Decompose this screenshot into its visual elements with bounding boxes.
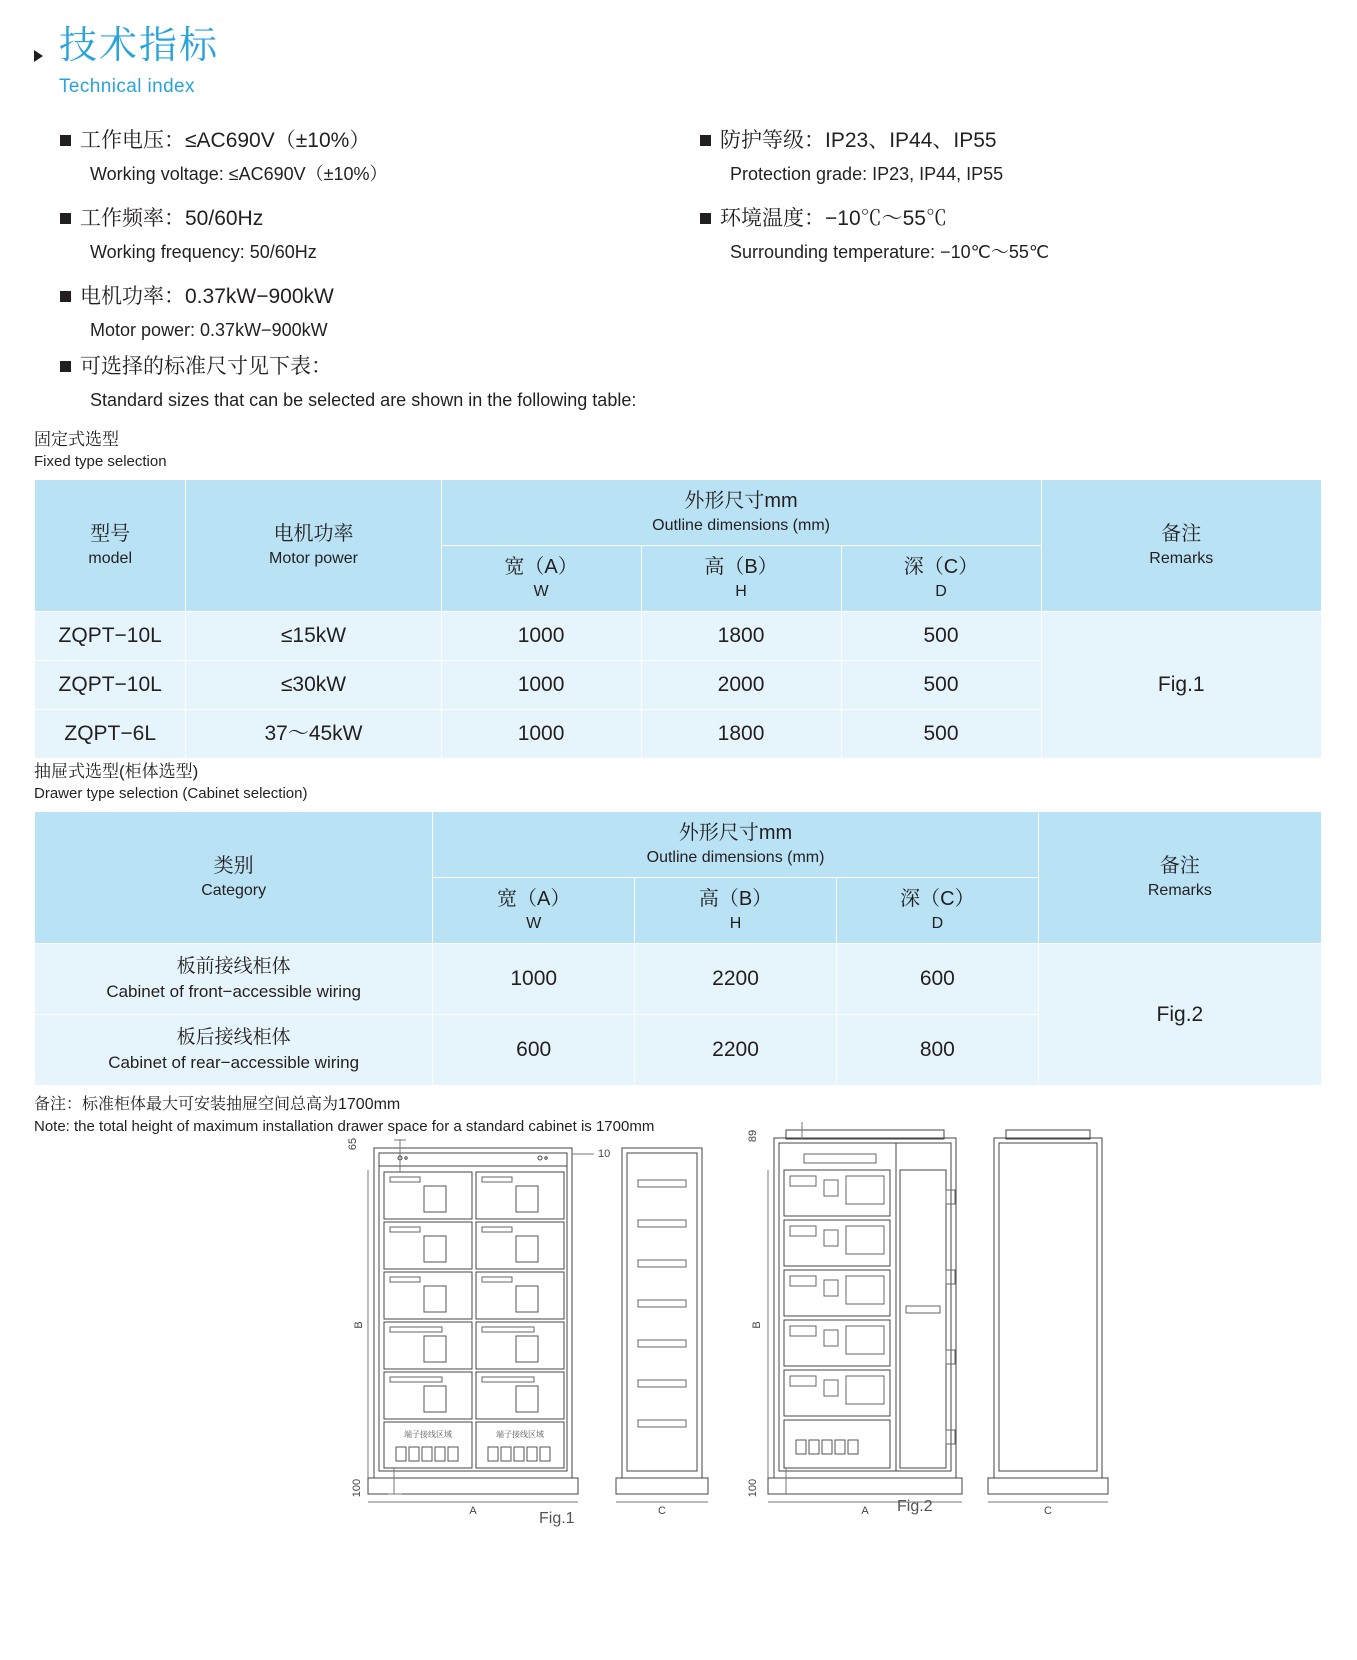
th-height-cn: 高（B） bbox=[698, 888, 773, 910]
triangle-marker-icon bbox=[34, 50, 43, 62]
axis-label-b: B bbox=[353, 1321, 365, 1329]
figure2-caption: Fig.2 bbox=[897, 1498, 933, 1515]
th-outline-cn: 外形尺寸mm bbox=[678, 822, 793, 844]
dim-label-100: 100 bbox=[351, 1478, 363, 1498]
spec-label-cn: 工作电压：≤AC690V（±10%） bbox=[80, 129, 371, 152]
th-depth-en: D bbox=[935, 583, 947, 600]
spec-label-cn: 环境温度：−10℃～55℃ bbox=[720, 207, 947, 230]
spec-item bbox=[700, 126, 1320, 188]
table-row bbox=[35, 944, 1322, 1015]
th-height bbox=[635, 878, 837, 944]
cell-category bbox=[35, 944, 433, 1015]
bullet-square-icon bbox=[700, 135, 711, 146]
figure1-caption: Fig.1 bbox=[539, 1510, 575, 1527]
axis-label-c: C bbox=[1044, 1505, 1052, 1517]
cell-remark: Fig.2 bbox=[1038, 944, 1321, 1086]
figures-section bbox=[34, 1110, 1324, 1550]
spec-item bbox=[60, 126, 680, 188]
spec-label-cn: 可选择的标准尺寸见下表： bbox=[80, 355, 332, 378]
drawer-zone-label: 端子接线区域 bbox=[496, 1430, 544, 1439]
th-motor-power-cn: 电机功率 bbox=[273, 523, 354, 545]
th-motor-power bbox=[186, 480, 441, 612]
cell-height: 2200 bbox=[635, 1015, 837, 1086]
table1-caption-en: Fixed type selection bbox=[34, 453, 167, 470]
cell-width: 1000 bbox=[441, 661, 641, 710]
th-depth bbox=[836, 878, 1038, 944]
cell-model: ZQPT−6L bbox=[35, 710, 186, 759]
spec-item-standard-sizes bbox=[60, 352, 1160, 414]
cell-model: ZQPT−10L bbox=[35, 612, 186, 661]
th-category-en: Category bbox=[201, 882, 267, 899]
th-outline-dimensions bbox=[441, 480, 1041, 546]
th-remarks-cn: 备注 bbox=[1161, 523, 1202, 545]
cell-width: 1000 bbox=[441, 710, 641, 759]
bullet-square-icon bbox=[60, 213, 71, 224]
spec-cn-row bbox=[700, 204, 1320, 234]
table-header-row bbox=[35, 480, 1322, 546]
th-height-cn: 高（B） bbox=[704, 556, 778, 578]
th-depth-en: D bbox=[931, 915, 944, 932]
dim-label-65: 65 bbox=[347, 1137, 359, 1151]
th-outline-cn: 外形尺寸mm bbox=[684, 490, 798, 512]
cell-category-en: Cabinet of rear−accessible wiring bbox=[108, 1053, 360, 1072]
spec-cn-row bbox=[60, 352, 1160, 382]
spec-label-cn: 防护等级：IP23、IP44、IP55 bbox=[720, 129, 997, 152]
cell-category-cn: 板前接线柜体 bbox=[176, 956, 291, 977]
th-model-cn: 型号 bbox=[90, 523, 131, 545]
cell-depth: 500 bbox=[841, 710, 1041, 759]
dim-label-89: 89 bbox=[747, 1129, 759, 1143]
th-width-en: W bbox=[526, 915, 542, 932]
header-title-row bbox=[34, 22, 219, 70]
th-height-en: H bbox=[735, 583, 747, 600]
axis-label-a: A bbox=[469, 1505, 477, 1517]
spec-label-en: Protection grade: IP23, IP44, IP55 bbox=[730, 164, 1004, 184]
cell-model: ZQPT−10L bbox=[35, 661, 186, 710]
th-height bbox=[641, 546, 841, 612]
cell-category-cn: 板后接线柜体 bbox=[176, 1027, 291, 1048]
th-remarks bbox=[1038, 812, 1321, 944]
th-category-cn: 类别 bbox=[213, 855, 254, 877]
cell-width: 1000 bbox=[441, 612, 641, 661]
th-motor-power-en: Motor power bbox=[269, 550, 358, 567]
th-depth-cn: 深（C） bbox=[900, 888, 975, 910]
cell-width: 600 bbox=[433, 1015, 635, 1086]
cell-depth: 500 bbox=[841, 661, 1041, 710]
spec-cn-row bbox=[60, 282, 680, 312]
spec-item bbox=[60, 204, 680, 266]
spec-label-en: Working voltage: ≤AC690V（±10%） bbox=[90, 164, 388, 184]
page-title: 技术指标 bbox=[59, 25, 220, 67]
spec-label-cn: 工作频率：50/60Hz bbox=[80, 207, 264, 230]
cell-depth: 800 bbox=[836, 1015, 1038, 1086]
th-outline-dimensions bbox=[433, 812, 1038, 878]
bullet-square-icon bbox=[60, 291, 71, 302]
cell-height: 1800 bbox=[641, 710, 841, 759]
page-subtitle: Technical index bbox=[59, 76, 195, 97]
cell-category bbox=[35, 1015, 433, 1086]
th-width bbox=[433, 878, 635, 944]
cell-power: ≤15kW bbox=[186, 612, 441, 661]
cell-height: 2000 bbox=[641, 661, 841, 710]
dim-label-10: 10 bbox=[598, 1148, 611, 1160]
spec-cn-row bbox=[60, 204, 680, 234]
th-model-en: model bbox=[88, 550, 132, 567]
table-row bbox=[35, 612, 1322, 661]
th-category bbox=[35, 812, 433, 944]
axis-label-a: A bbox=[861, 1505, 869, 1517]
spec-label-cn: 电机功率：0.37kW−900kW bbox=[80, 285, 334, 308]
spec-label-en: Working frequency: 50/60Hz bbox=[90, 242, 317, 262]
spec-item bbox=[60, 282, 680, 344]
note-cn: 备注：标准柜体最大可安装抽屉空间总高为1700mm bbox=[34, 1096, 401, 1113]
cabinet-drawings bbox=[34, 1110, 1324, 1550]
cell-depth: 600 bbox=[836, 944, 1038, 1015]
drawer-type-table bbox=[34, 811, 1322, 1086]
cell-height: 1800 bbox=[641, 612, 841, 661]
cell-width: 1000 bbox=[433, 944, 635, 1015]
page-header bbox=[34, 22, 219, 98]
drawer-zone-label: 端子接线区域 bbox=[404, 1430, 452, 1439]
th-width-cn: 宽（A） bbox=[497, 888, 571, 910]
spec-label-en: Surrounding temperature: −10℃～55℃ bbox=[730, 242, 1050, 262]
th-remarks-en: Remarks bbox=[1147, 882, 1212, 899]
axis-label-b: B bbox=[751, 1321, 763, 1329]
th-width-cn: 宽（A） bbox=[504, 556, 578, 578]
spec-cn-row bbox=[60, 126, 680, 156]
fixed-type-table bbox=[34, 479, 1322, 759]
th-outline-en: Outline dimensions (mm) bbox=[646, 849, 825, 866]
fixed-type-table-block bbox=[34, 428, 1322, 759]
th-remarks-cn: 备注 bbox=[1159, 855, 1200, 877]
th-width-en: W bbox=[533, 583, 549, 600]
spec-item bbox=[700, 204, 1320, 266]
table2-caption-cn: 抽屉式选型(柜体选型) bbox=[34, 762, 199, 781]
drawer-type-table-block bbox=[34, 760, 1322, 1138]
cell-power: 37～45kW bbox=[186, 710, 441, 759]
cell-power: ≤30kW bbox=[186, 661, 441, 710]
th-depth bbox=[841, 546, 1041, 612]
spec-label-en: Motor power: 0.37kW−900kW bbox=[90, 320, 328, 340]
cell-depth: 500 bbox=[841, 612, 1041, 661]
note-en: Note: the total height of maximum installation drawer space for a standard cabinet is 1700mm bbox=[34, 1118, 655, 1135]
th-remarks bbox=[1041, 480, 1321, 612]
th-remarks-en: Remarks bbox=[1149, 550, 1214, 567]
bullet-square-icon bbox=[700, 213, 711, 224]
cell-category-en: Cabinet of front−accessible wiring bbox=[106, 982, 361, 1001]
th-width bbox=[441, 546, 641, 612]
bullet-square-icon bbox=[60, 135, 71, 146]
dim-label-100: 100 bbox=[747, 1478, 759, 1498]
th-depth-cn: 深（C） bbox=[903, 556, 979, 578]
spec-cn-row bbox=[700, 126, 1320, 156]
bullet-square-icon bbox=[60, 361, 71, 372]
spec-label-en: Standard sizes that can be selected are shown in the following table: bbox=[90, 390, 637, 410]
specs-column-right bbox=[700, 126, 1320, 282]
cell-height: 2200 bbox=[635, 944, 837, 1015]
th-outline-en: Outline dimensions (mm) bbox=[652, 517, 830, 534]
th-model bbox=[35, 480, 186, 612]
table2-caption-en: Drawer type selection (Cabinet selection) bbox=[34, 785, 308, 802]
table-header-row bbox=[35, 812, 1322, 878]
cell-remark: Fig.1 bbox=[1041, 612, 1321, 759]
specs-column-left bbox=[60, 126, 680, 360]
table1-caption-cn: 固定式选型 bbox=[34, 430, 119, 449]
axis-label-c: C bbox=[658, 1505, 666, 1517]
th-height-en: H bbox=[729, 915, 742, 932]
